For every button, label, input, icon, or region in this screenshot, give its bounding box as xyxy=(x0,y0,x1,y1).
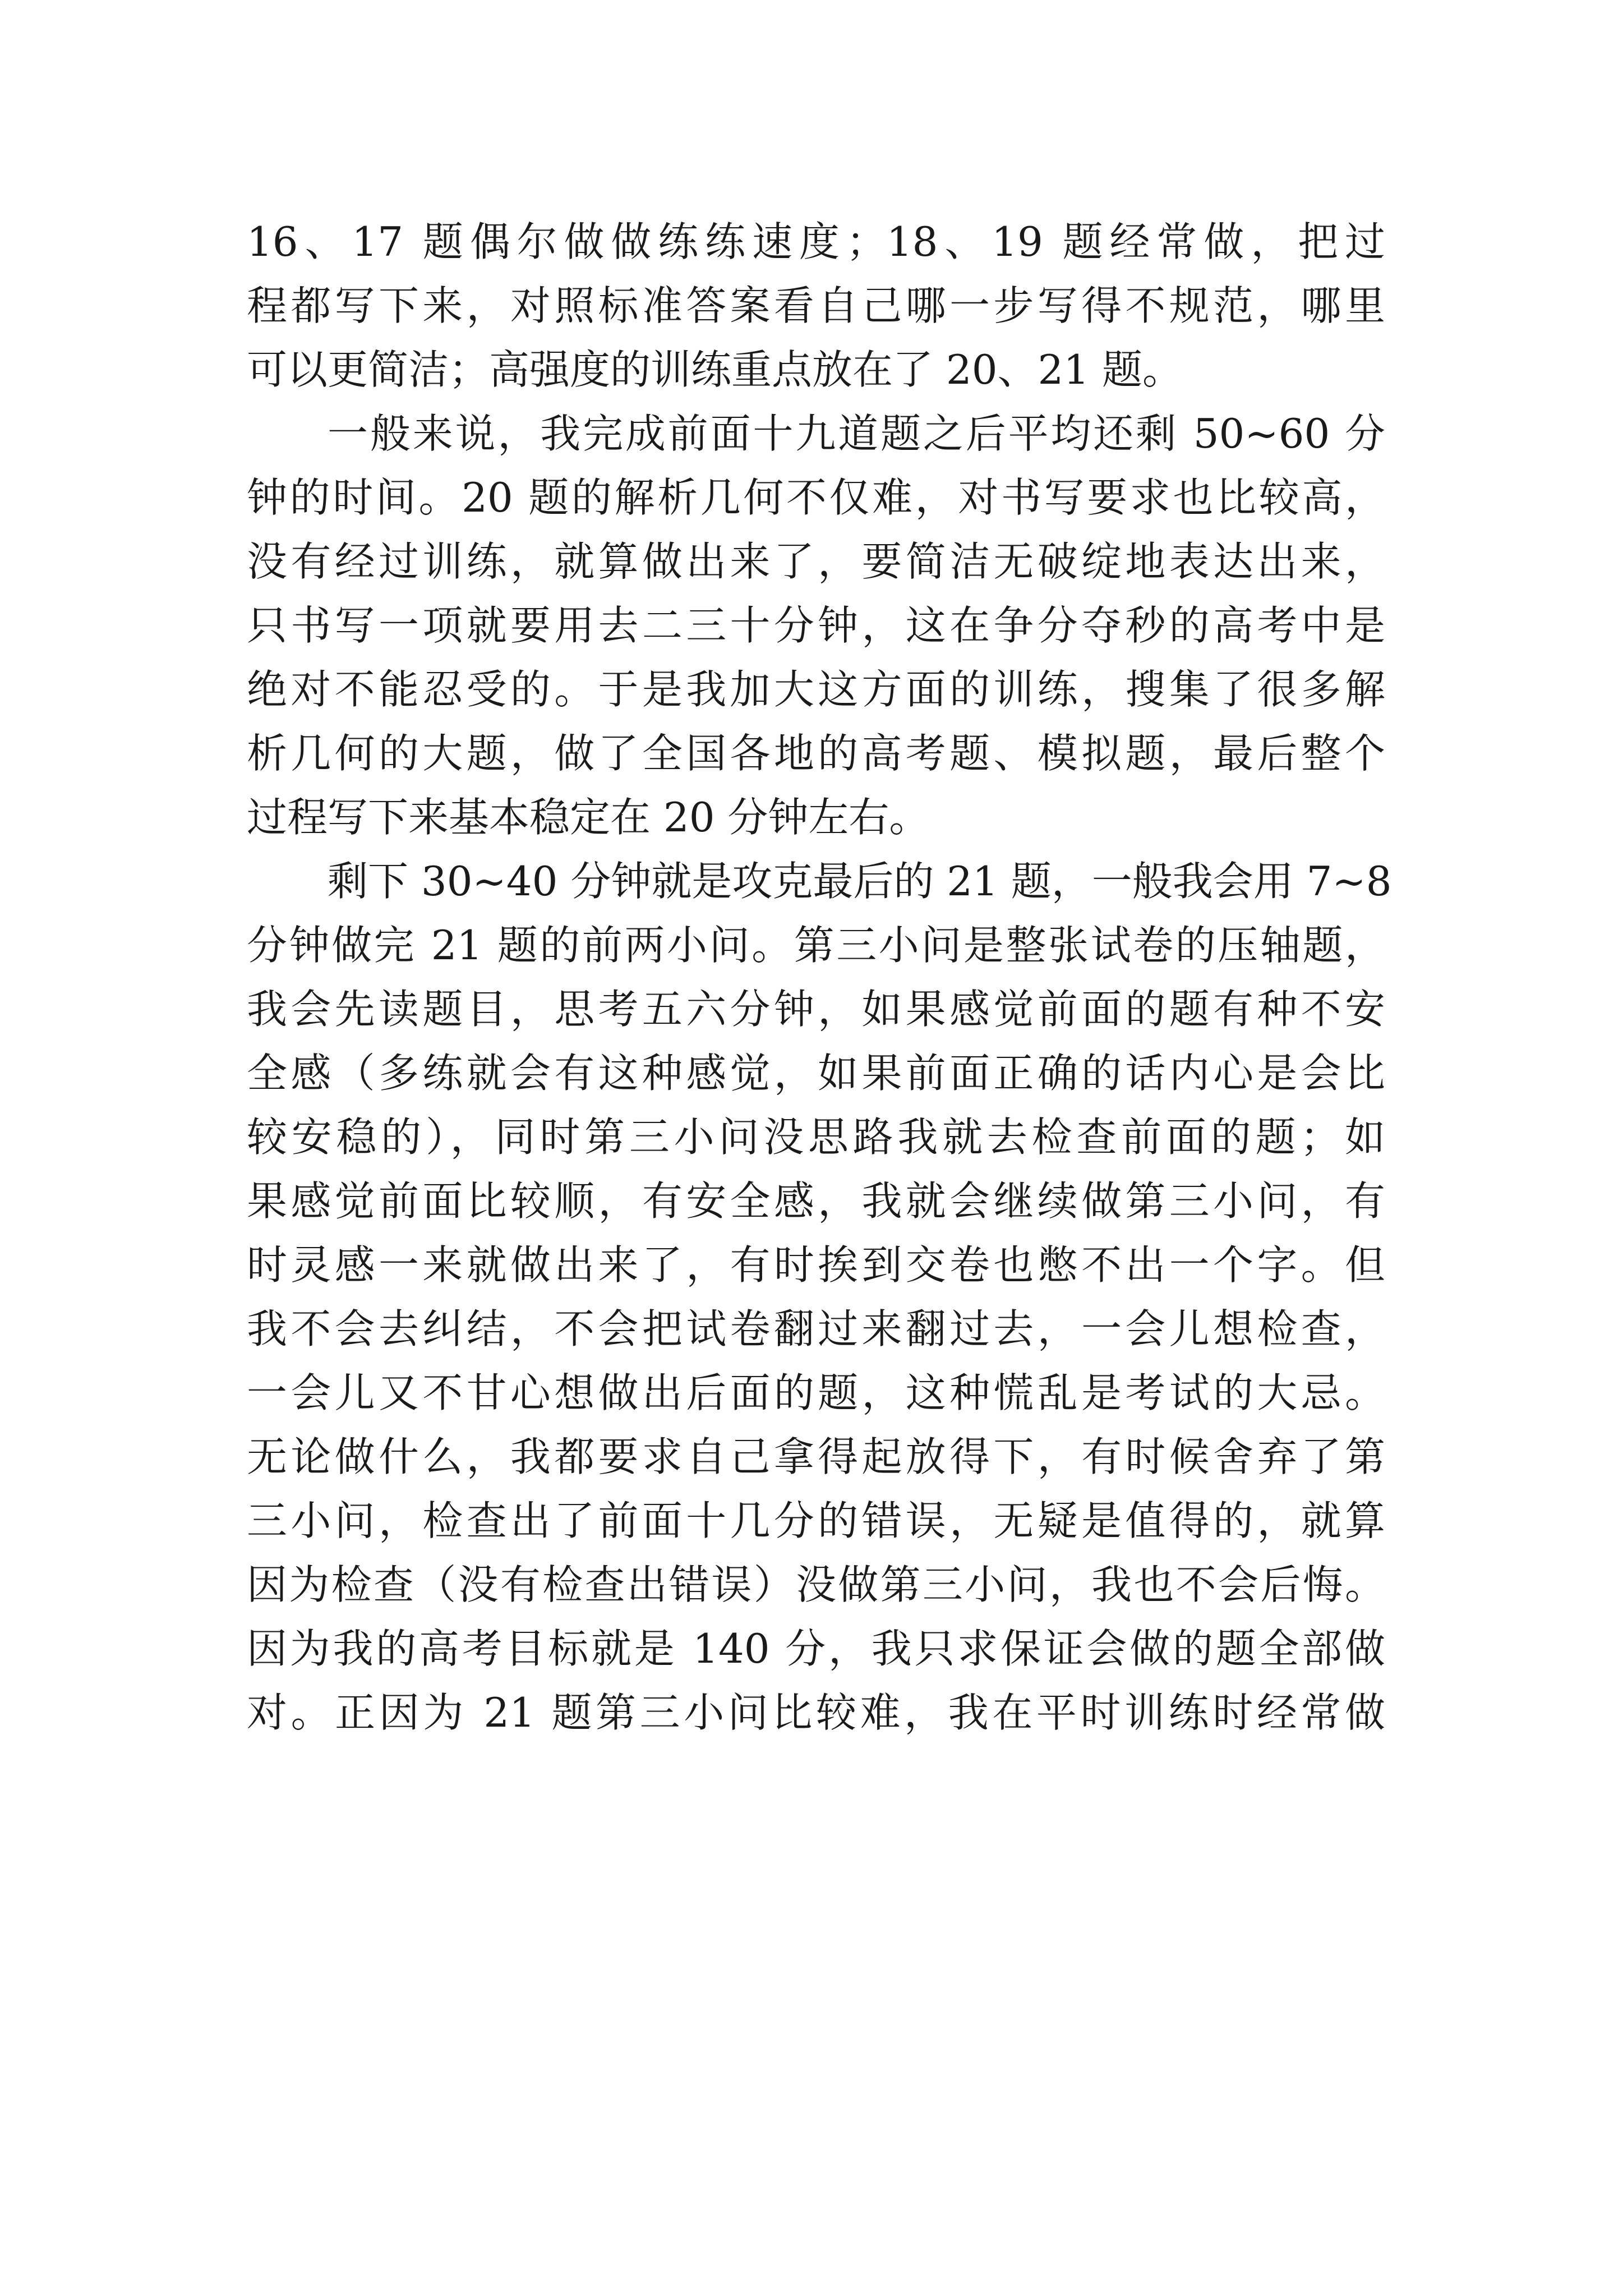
paragraph-3-line-2: 分钟做完 21 题的前两小问。第三小问是整张试卷的压轴题， xyxy=(247,922,1385,969)
paragraph-3-line-14: 对。正因为 21 题第三小问比较难，我在平时训练时经常做 xyxy=(247,1689,1385,1736)
paragraph-1-line-1: 16、17 题偶尔做做练练速度；18、19 题经常做，把过 xyxy=(247,218,1385,265)
paragraph-3-line-11: 三小问，检查出了前面十几分的错误，无疑是值得的，就算 xyxy=(247,1497,1385,1544)
paragraph-3-line-6: 果感觉前面比较顺，有安全感，我就会继续做第三小问，有 xyxy=(247,1177,1385,1225)
paragraph-2-line-7: 过程写下来基本稳定在 20 分钟左右。 xyxy=(247,794,930,841)
paragraph-3-line-3: 我会先读题目，思考五六分钟，如果感觉前面的题有种不安 xyxy=(247,986,1385,1033)
paragraph-2-line-3: 没有经过训练，就算做出来了，要简洁无破绽地表达出来， xyxy=(247,538,1385,585)
paragraph-3-line-12: 因为检查（没有检查出错误）没做第三小问，我也不会后悔。 xyxy=(247,1561,1385,1608)
paragraph-2-line-1: 一般来说，我完成前面十九道题之后平均还剩 50~60 分 xyxy=(328,410,1385,457)
paragraph-1-line-3: 可以更简洁；高强度的训练重点放在了 20、21 题。 xyxy=(247,346,1183,393)
paragraph-1-line-2: 程都写下来，对照标准答案看自己哪一步写得不规范，哪里 xyxy=(247,282,1385,329)
paragraph-3-line-5: 较安稳的），同时第三小问没思路我就去检查前面的题；如 xyxy=(247,1114,1385,1161)
paragraph-3-line-1: 剩下 30~40 分钟就是攻克最后的 21 题，一般我会用 7~8 xyxy=(328,858,1392,905)
paragraph-2-line-4: 只书写一项就要用去二三十分钟，这在争分夺秒的高考中是 xyxy=(247,602,1385,649)
paragraph-3-line-13: 因为我的高考目标就是 140 分，我只求保证会做的题全部做 xyxy=(247,1625,1385,1672)
document-body xyxy=(247,210,1392,1745)
paragraph-3-line-7: 时灵感一来就做出来了，有时挨到交卷也憋不出一个字。但 xyxy=(247,1241,1385,1289)
paragraph-3-line-8: 我不会去纠结，不会把试卷翻过来翻过去，一会儿想检查， xyxy=(247,1305,1385,1352)
paragraph-2-line-2: 钟的时间。20 题的解析几何不仅难，对书写要求也比较高， xyxy=(247,474,1385,521)
paragraph-3-line-4: 全感（多练就会有这种感觉，如果前面正确的话内心是会比 xyxy=(247,1050,1385,1097)
paragraph-2-line-5: 绝对不能忍受的。于是我加大这方面的训练，搜集了很多解 xyxy=(247,666,1385,713)
paragraph-2-line-6: 析几何的大题，做了全国各地的高考题、模拟题，最后整个 xyxy=(247,730,1385,777)
paragraph-3-line-9: 一会儿又不甘心想做出后面的题，这种慌乱是考试的大忌。 xyxy=(247,1369,1385,1416)
paragraph-3-line-10: 无论做什么，我都要求自己拿得起放得下，有时候舍弃了第 xyxy=(247,1433,1385,1480)
